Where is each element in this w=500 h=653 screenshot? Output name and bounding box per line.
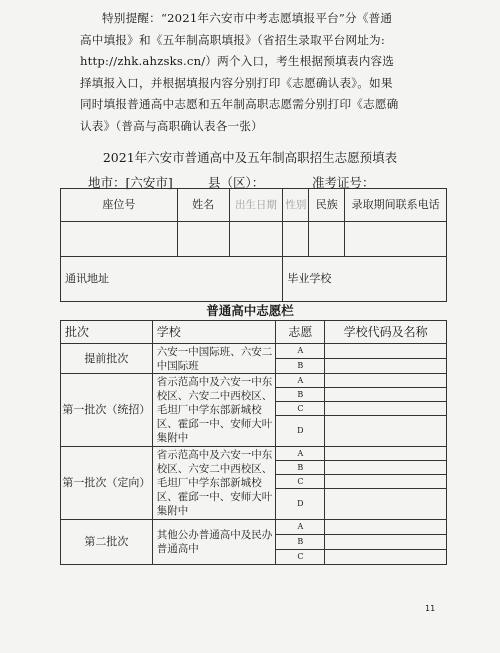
- batch-cell: 提前批次: [61, 344, 153, 374]
- info-header-row: [61, 189, 447, 222]
- school-code-input[interactable]: [325, 402, 447, 416]
- birth-date-cell[interactable]: [229, 222, 283, 257]
- notice-line: http://zhk.ahzsks.cn/）两个入口，考生根据预填表内容选: [80, 54, 395, 69]
- ethnicity-cell[interactable]: [309, 222, 345, 257]
- school-code-input[interactable]: [325, 461, 447, 475]
- school-code-input[interactable]: [325, 388, 447, 402]
- school-code-input[interactable]: [325, 344, 447, 359]
- preference-letter: B: [276, 359, 325, 374]
- school-cell: 省示范高中及六安一中东校区、六安二中西校区、毛坦厂中学东部新城校区、霍邱一中、安师大叶集附中: [152, 447, 276, 520]
- high-school-choice-table: [60, 320, 447, 565]
- school-code-input[interactable]: [325, 520, 447, 535]
- region-value: [六安市]: [125, 175, 173, 190]
- address-cell[interactable]: [61, 257, 283, 302]
- contact-phone-cell[interactable]: [345, 222, 447, 257]
- preference-letter: A: [276, 520, 325, 535]
- preference-letter: A: [276, 374, 325, 388]
- notice-line: 择填报入口，并根据填报内容分别打印《志愿确认表》。如果: [80, 75, 393, 90]
- notice-line: 高中填报》和《五年制高职填报》（省招生录取平台网址为:: [80, 32, 385, 47]
- info-address-row: [61, 257, 447, 302]
- graduation-school-label: 毕业学校: [287, 272, 332, 285]
- preference-letter: C: [276, 402, 325, 416]
- batch-cell: 第一批次（定向）: [61, 447, 153, 520]
- choice-row: [61, 447, 447, 461]
- school-code-header: 学校代码及名称: [325, 321, 447, 344]
- preference-letter: B: [276, 461, 325, 475]
- school-code-input[interactable]: [325, 535, 447, 550]
- notice-paragraph: [80, 8, 464, 138]
- preference-letter: D: [276, 489, 325, 520]
- preference-letter: B: [276, 535, 325, 550]
- school-code-input[interactable]: [325, 475, 447, 489]
- preference-letter: D: [276, 416, 325, 447]
- exam-number-label: 准考证号：: [312, 175, 375, 190]
- batch-cell: 第二批次: [61, 520, 153, 565]
- choice-header-row: [61, 321, 447, 344]
- student-info-table: [60, 188, 447, 302]
- birth-date-header: 出生日期: [229, 189, 283, 222]
- address-label: 通讯地址: [65, 272, 109, 285]
- school-code-input[interactable]: [325, 550, 447, 565]
- ethnicity-header: 民族: [309, 189, 345, 222]
- choice-row: [61, 374, 447, 388]
- choice-row: [61, 520, 447, 535]
- school-code-input[interactable]: [325, 416, 447, 447]
- name-cell[interactable]: [177, 222, 229, 257]
- page-number: 11: [425, 604, 436, 613]
- name-header: 姓名: [177, 189, 229, 222]
- county-label: 县（区）：: [208, 175, 265, 190]
- school-cell: 省示范高中及六安一中东校区、六安二中西校区、毛坦厂中学东部新城校区、霍邱一中、安师大叶集附中: [152, 374, 276, 447]
- batch-header: 批次: [61, 321, 153, 344]
- notice-line: 同时填报普通高中志愿和五年制高职志愿需分别打印《志愿确: [80, 97, 399, 112]
- choice-row: [61, 344, 447, 359]
- notice-line: 认表》（普高与高职确认表各一张）: [80, 118, 263, 133]
- gender-cell[interactable]: [283, 222, 309, 257]
- graduation-school-cell[interactable]: [283, 257, 447, 302]
- preference-letter: C: [276, 475, 325, 489]
- school-code-input[interactable]: [325, 447, 447, 461]
- seat-number-cell[interactable]: [61, 222, 178, 257]
- preference-header: 志愿: [276, 321, 325, 344]
- section-title: 普通高中志愿栏: [206, 303, 294, 318]
- preference-letter: A: [276, 447, 325, 461]
- seat-number-header: 座位号: [61, 189, 178, 222]
- batch-cell: 第一批次（统招）: [61, 374, 153, 447]
- gender-header: 性别: [283, 189, 309, 222]
- preference-letter: B: [276, 388, 325, 402]
- preference-letter: A: [276, 344, 325, 359]
- form-title: 2021年六安市普通高中及五年制高职招生志愿预填表: [102, 150, 398, 165]
- contact-phone-header: 录取期间联系电话: [345, 189, 447, 222]
- school-code-input[interactable]: [325, 489, 447, 520]
- region-label: 地市：: [88, 175, 126, 190]
- school-cell: 其他公办普通高中及民办普通高中: [152, 520, 276, 565]
- preference-letter: C: [276, 550, 325, 565]
- school-code-input[interactable]: [325, 374, 447, 388]
- school-header: 学校: [152, 321, 276, 344]
- school-code-input[interactable]: [325, 359, 447, 374]
- notice-line: 特别提醒：“2021年六安市中考志愿填报平台”分《普通: [102, 11, 393, 25]
- school-cell: 六安一中国际班、六安二中国际班: [152, 344, 276, 374]
- info-blank-row: [61, 222, 447, 257]
